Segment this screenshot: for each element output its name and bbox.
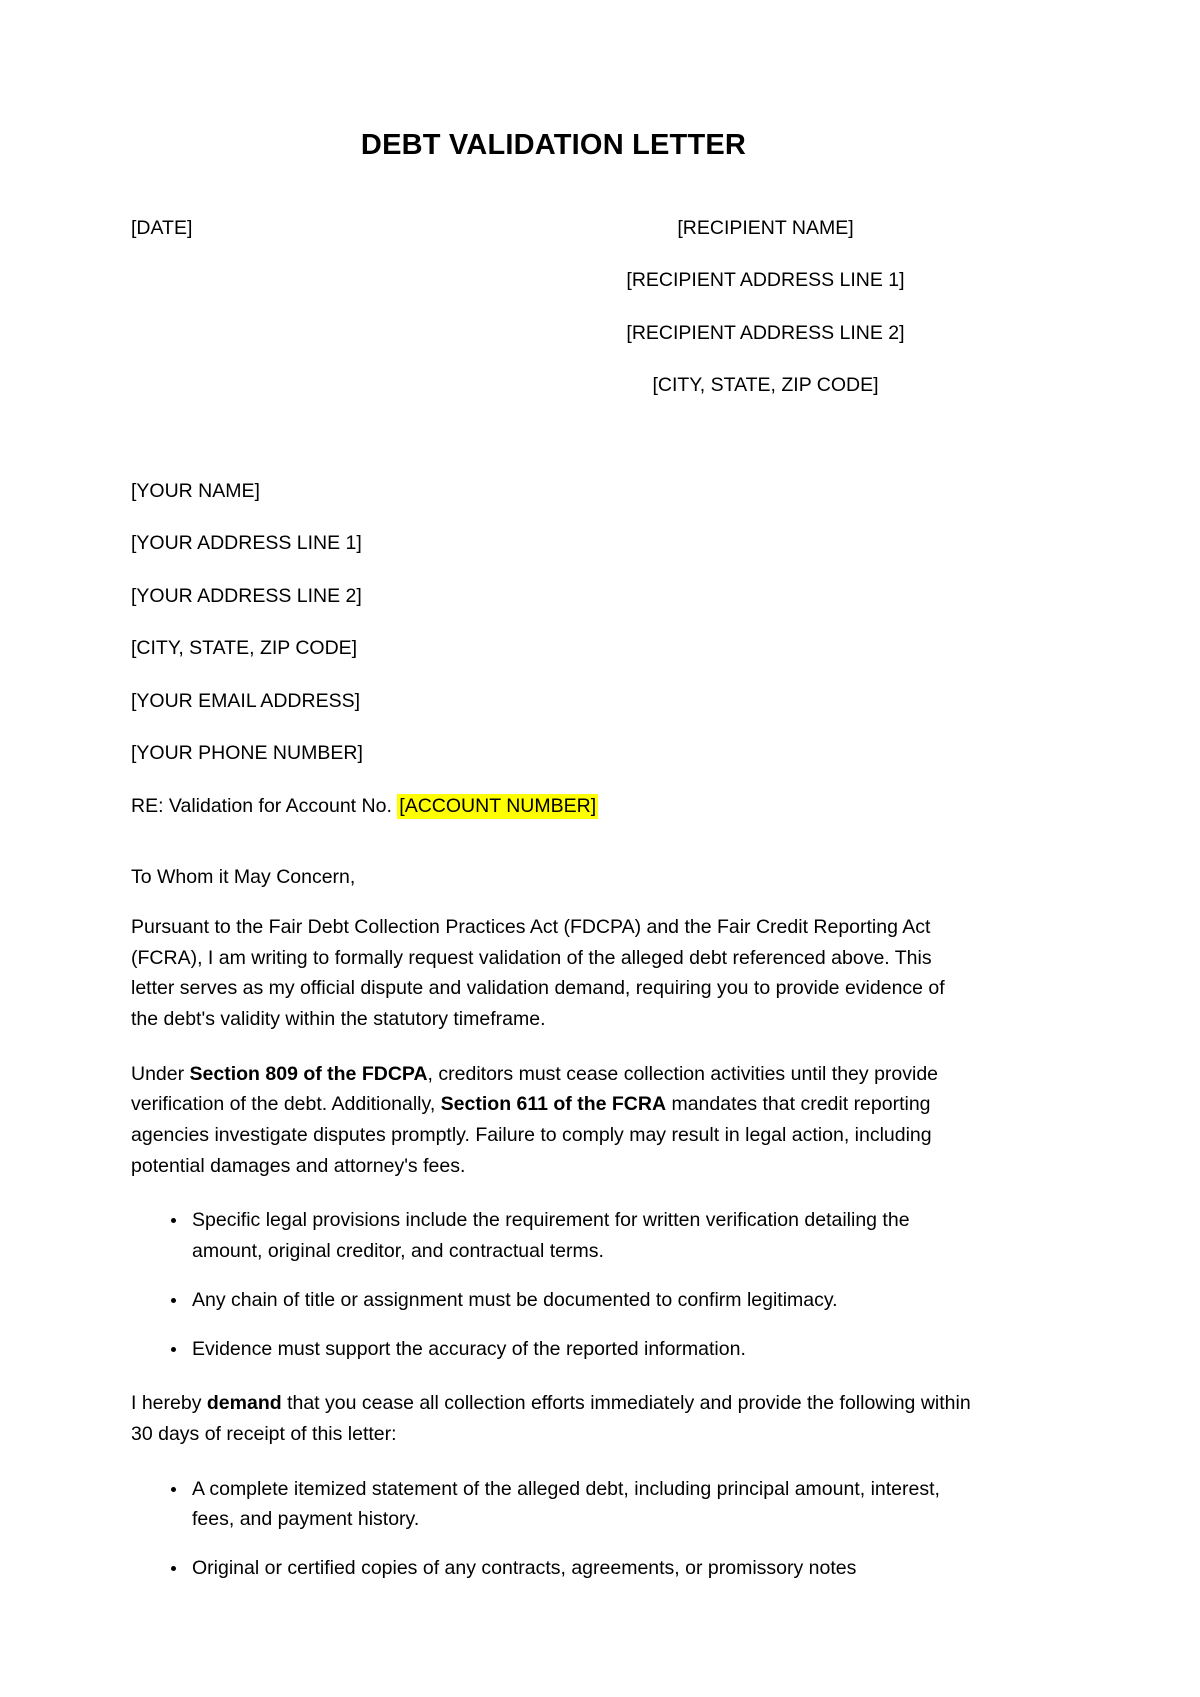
subject-prefix: RE: Validation for Account No.: [131, 794, 392, 817]
body-paragraph-3: [131, 1388, 976, 1449]
provisions-bullet-list: [131, 1205, 976, 1364]
paragraph-3-part-2: that you cease all collection efforts immediately and provide the following within 30 days of receipt of this letter:: [131, 1392, 971, 1445]
list-item: Any chain of title or assignment must be documented to confirm legitimacy.: [169, 1285, 976, 1316]
sender-email: [YOUR EMAIL ADDRESS]: [131, 689, 361, 712]
sender-phone: [YOUR PHONE NUMBER]: [131, 742, 363, 765]
list-item: A complete itemized statement of the alleged debt, including principal amount, interest, fees, and payment history.: [169, 1474, 976, 1535]
sender-address-line-2: [YOUR ADDRESS LINE 2]: [131, 584, 362, 607]
body-paragraph-2: [131, 1059, 976, 1182]
fcra-section-bold: Section 611 of the FCRA: [440, 1093, 667, 1116]
list-item: Original or certified copies of any contracts, agreements, or promissory notes: [169, 1553, 976, 1584]
recipient-address-line-2: [RECIPIENT ADDRESS LINE 2]: [626, 321, 905, 344]
document-content: [131, 0, 976, 1584]
letter-header: [131, 216, 976, 397]
paragraph-2-part-3: mandates that credit reporting agencies investigate disputes promptly. Failure to comply may result in legal action, including potential damages and attorney's fees.: [131, 1093, 932, 1177]
salutation: To Whom it May Concern,: [131, 866, 356, 889]
date-placeholder: [DATE]: [131, 216, 193, 239]
subject-line: [131, 794, 976, 817]
paragraph-3-part-1: I hereby: [131, 1392, 207, 1415]
paragraph-2-part-1: Under: [131, 1062, 190, 1085]
recipient-name: [RECIPIENT NAME]: [677, 216, 854, 239]
recipient-address-block: [551, 216, 976, 397]
page-title: DEBT VALIDATION LETTER: [360, 129, 747, 161]
account-number-highlight: [ACCOUNT NUMBER]: [399, 794, 597, 817]
date-block: [131, 216, 551, 239]
paragraph-2-part-2: , creditors must cease collection activities until they provide verification of the debt. Additionally,: [131, 1062, 939, 1116]
sender-address-block: [131, 479, 976, 765]
recipient-city-state-zip: [CITY, STATE, ZIP CODE]: [652, 374, 879, 397]
demand-bold: demand: [206, 1392, 282, 1415]
demand-bullet-list: [131, 1474, 976, 1584]
sender-name: [YOUR NAME]: [131, 479, 260, 502]
body-paragraph-1: Pursuant to the Fair Debt Collection Practices Act (FDCPA) and the Fair Credit Reporting Act (FCRA), I am writing to formally request validation of the alleged debt referenced above. This letter serves as my official dispute and validation demand, requiring you to provide evidence of the debt's validity within the statutory timeframe.: [131, 915, 945, 1030]
sender-address-line-1: [YOUR ADDRESS LINE 1]: [131, 532, 362, 555]
list-item: Evidence must support the accuracy of the reported information.: [169, 1334, 976, 1365]
list-item: Specific legal provisions include the requirement for written verification detailing the amount, original creditor, and contractual terms.: [169, 1205, 976, 1266]
fdcpa-section-bold: Section 809 of the FDCPA: [189, 1062, 428, 1085]
sender-city-state-zip: [CITY, STATE, ZIP CODE]: [131, 637, 358, 660]
recipient-address-line-1: [RECIPIENT ADDRESS LINE 1]: [626, 269, 905, 292]
